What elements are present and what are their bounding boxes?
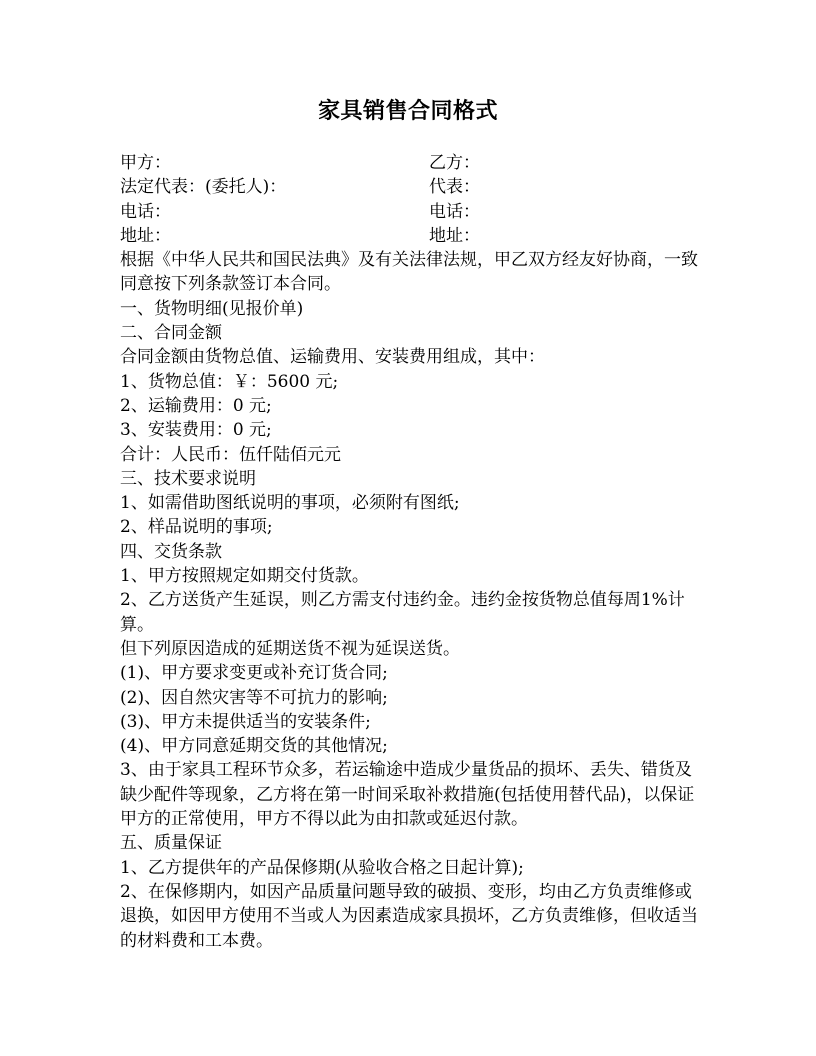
party-row-address xyxy=(120,224,700,248)
installation-fee-line: 3、安装费用：0 元; xyxy=(120,420,272,441)
delivery-item-payment: 1、甲方按照规定如期交付货款。 xyxy=(120,566,369,587)
delay-exception-3: (3)、甲方未提供适当的安装条件; xyxy=(120,711,371,732)
party-a-label: 甲方： xyxy=(120,153,171,173)
delay-exception-4: (4)、甲方同意延期交货的其他情况; xyxy=(120,736,388,757)
section-heading-amount: 二、合同金额 xyxy=(120,323,222,344)
party-row-representative xyxy=(120,175,700,199)
section-heading-technical: 三、技术要求说明 xyxy=(120,468,256,489)
section-heading-goods: 一、货物明细(见报价单) xyxy=(120,298,304,319)
section-heading-delivery: 四、交货条款 xyxy=(120,541,222,562)
party-b-address: 地址： xyxy=(429,225,480,246)
party-row-first xyxy=(120,151,700,175)
delay-exceptions-intro: 但下列原因造成的延期送货不视为延误送货。 xyxy=(120,638,460,659)
document-body xyxy=(120,151,700,953)
party-b-phone: 电话： xyxy=(429,201,480,222)
amount-description: 合同金额由货物总值、运输费用、安装费用组成，其中： xyxy=(120,347,545,368)
document-title: 家具销售合同格式 xyxy=(317,98,498,124)
party-b-label: 乙方： xyxy=(429,153,480,173)
technical-item-samples: 2、样品说明的事项; xyxy=(120,517,273,538)
delivery-item-transport-damage: 3、由于家具工程环节众多，若运输途中造成少量货品的损坏、丢失、错货及缺少配件等现象，乙方将在第一时间采取补救措施(包括使用替代品)，以保证甲方的正常使用，甲方不得以此为由扣款或延迟付款。 xyxy=(120,760,695,830)
preamble-paragraph: 根据《中华人民共和国民法典》及有关法律法规，甲乙双方经友好协商，一致同意按下列条款签订本合同。 xyxy=(120,250,698,295)
party-a-phone: 电话： xyxy=(120,201,171,222)
party-a-address: 地址： xyxy=(120,225,171,246)
party-b-representative: 代表： xyxy=(429,177,480,198)
delay-exception-1: (1)、甲方要求变更或补充订货合同; xyxy=(120,663,388,684)
total-line: 合计：人民币：伍仟陆佰元元 xyxy=(120,444,341,465)
delivery-item-delay-penalty: 2、乙方送货产生延误，则乙方需支付违约金。违约金按货物总值每周1%计算。 xyxy=(120,590,685,635)
quality-item-warranty: 1、乙方提供年的产品保修期(从验收合格之日起计算); xyxy=(120,857,524,878)
quality-item-repair: 2、在保修期内，如因产品质量问题导致的破损、变形，均由乙方负责维修或退换，如因甲方使用不当或人为因素造成家具损坏，乙方负责维修，但收适当的材料费和工本费。 xyxy=(120,881,698,951)
transport-fee-line: 2、运输费用：0 元; xyxy=(120,395,272,416)
goods-total-line: 1、货物总值：￥：5600 元; xyxy=(120,371,339,392)
section-heading-quality: 五、质量保证 xyxy=(120,833,222,854)
party-a-representative: 法定代表：(委托人)： xyxy=(120,177,287,198)
delay-exception-2: (2)、因自然灾害等不可抗力的影响; xyxy=(120,687,388,708)
technical-item-drawings: 1、如需借助图纸说明的事项，必须附有图纸; xyxy=(120,493,460,514)
party-row-phone xyxy=(120,200,700,224)
